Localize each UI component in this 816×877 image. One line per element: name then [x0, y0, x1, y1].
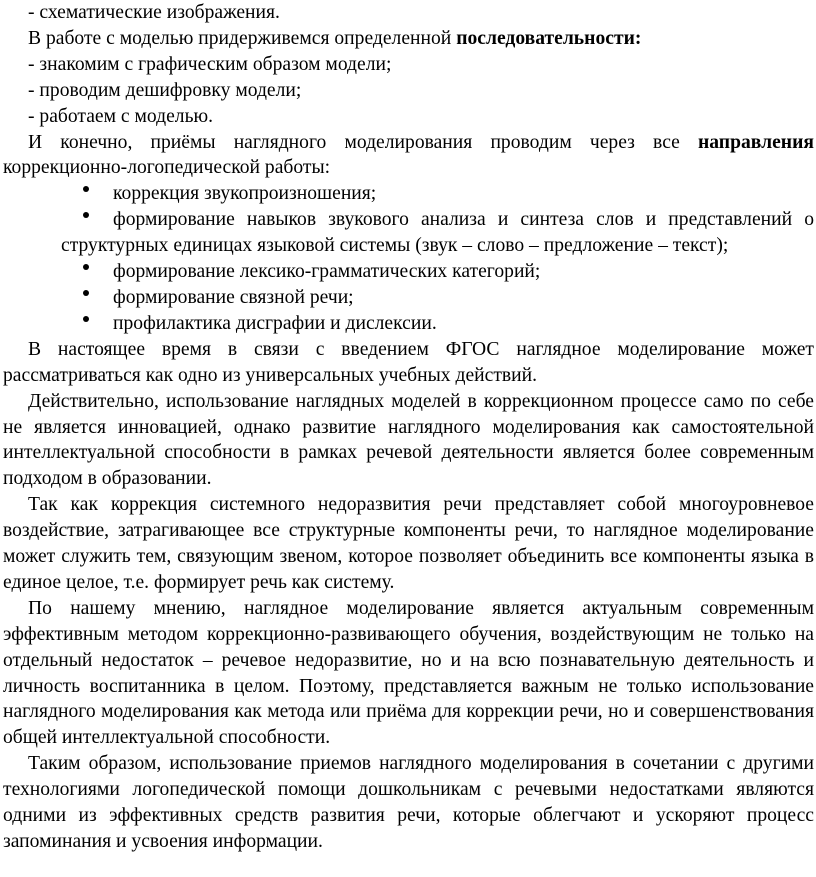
- paragraph: Таким образом, использование приемов наглядного моделирования в сочетании с другими технологиями логопедической помощи дошкольникам с речевыми недостатками являются одними из эффективных средств развития речи, которые облегчают и ускоряют процесс запоминания и усвоения информации.: [3, 753, 814, 852]
- direction-text: коррекция звукопроизношения;: [113, 183, 377, 205]
- paragraph: По нашему мнению, наглядное моделирование является актуальным современным эффективным методом коррекционно-развивающего обучения, воздействующим не только на отдельный недостаток – речевое недоразвитие, но и на всю познавательную деятельность и личность воспитанника в целом. Поэтому, представляется важным не только использование наглядного моделирования как метода или приёма для коррекции речи, но и совершенствования общей интеллектуальной способности.: [3, 597, 814, 749]
- intro-line: - схематические изображения.: [28, 2, 280, 23]
- sequence-intro-text: В работе с моделью придерживемся определенной: [28, 27, 457, 49]
- directions-intro-tail: коррекционно-логопедической работы:: [3, 157, 331, 179]
- directions-intro: [3, 130, 814, 182]
- paragraph: В настоящее время в связи с введением ФГОС наглядное моделирование может рассматриваться как одно из универсальных учебных действий.: [3, 338, 814, 386]
- directions-list-item: [61, 259, 814, 285]
- direction-text: формирование навыков звукового анализа и синтеза слов и представлений о структурных единицах языковой системы (звук – слово – предложение – текст);: [61, 209, 814, 257]
- sequence-step: - знакомим с графическим образом модели;: [28, 53, 392, 75]
- directions-intro-bold: направления: [697, 131, 814, 153]
- sequence-step: - работаем с моделью.: [28, 105, 214, 127]
- directions-list-item: [61, 311, 814, 337]
- directions-list-item: [61, 181, 814, 207]
- directions-intro-text: И конечно, приёмы наглядного моделирования проводим через все: [28, 131, 698, 153]
- paragraph: Так как коррекция системного недоразвития речи представляет собой многоуровневое воздействие, затрагивающее все структурные компоненты речи, то наглядное моделирование может служить тем, связующим звеном, которое позволяет объединить все компоненты языка в единое целое, т.е. формирует речь как систему.: [3, 494, 814, 593]
- sequence-intro-bold: последовательности:: [456, 27, 642, 49]
- directions-list-item: [61, 207, 814, 259]
- directions-list-item: [61, 285, 814, 311]
- directions-list: [3, 181, 814, 336]
- paragraph: Действительно, использование наглядных моделей в коррекционном процессе само по себе не является инновацией, однако развитие наглядного моделирования как самостоятельной интеллектуальной способности в рамках речевой деятельности является более современным подходом в образовании.: [3, 390, 814, 490]
- direction-text: формирование лексико-грамматических категорий;: [113, 261, 541, 283]
- sequence-step: - проводим дешифровку модели;: [28, 79, 302, 101]
- sequence-intro: [3, 26, 814, 52]
- direction-text: формирование связной речи;: [113, 286, 354, 308]
- direction-text: профилактика дисграфии и дислексии.: [113, 312, 437, 334]
